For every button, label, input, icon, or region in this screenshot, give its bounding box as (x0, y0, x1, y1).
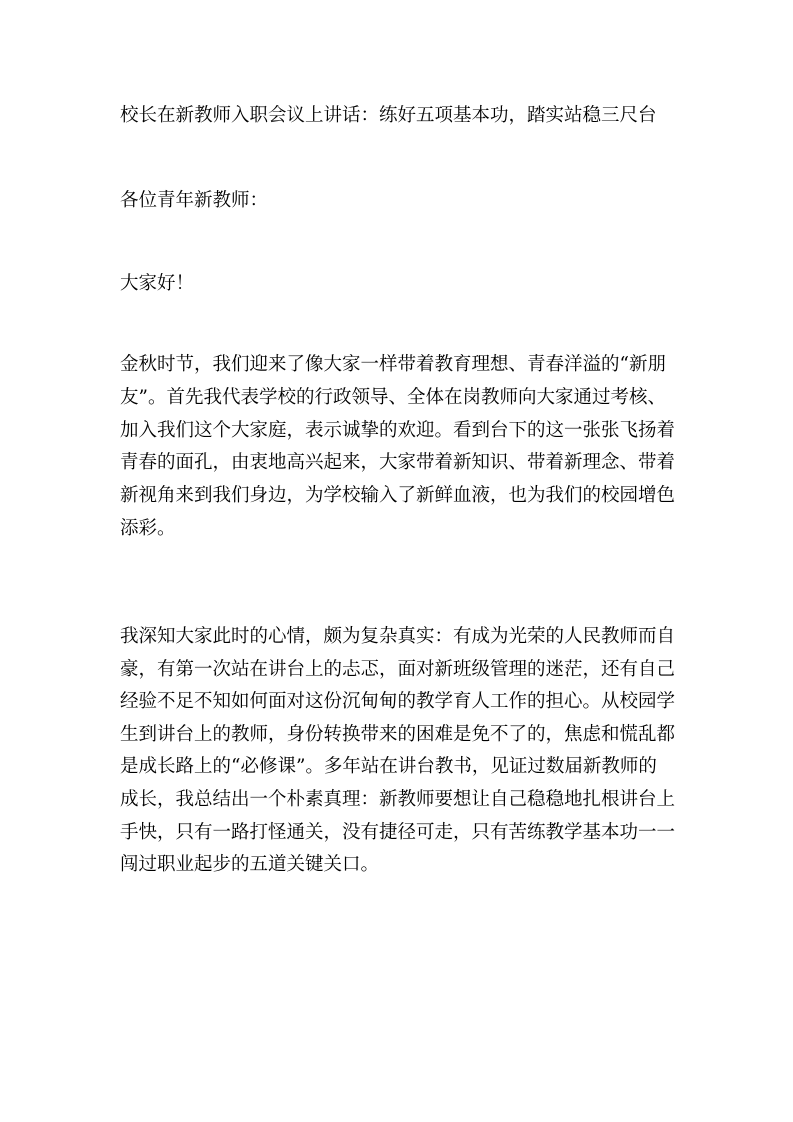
paragraph-line: 闯过职业起步的五道关键关口。 (120, 854, 380, 876)
paragraph-line: 豪，有第一次站在讲台上的忐忑，面对新班级管理的迷茫，还有自己 (120, 658, 676, 680)
greeting: 大家好！ (120, 273, 195, 294)
paragraph-line: 添彩。 (120, 517, 176, 539)
paragraph-line: 友”。首先我代表学校的行政领导、全体在岗教师向大家通过考核、 (120, 386, 666, 408)
paragraph-line: 手快，只有一路打怪通关，没有捷径可走，只有苦练教学基本功一一 (120, 821, 676, 843)
paragraph-line: 成长，我总结出一个朴素真理：新教师要想让自己稳稳地扎根讲台上 (120, 788, 676, 810)
salutation: 各位青年新教师： (120, 190, 269, 211)
paragraph-line: 我深知大家此时的心情，颇为复杂真实：有成为光荣的人民教师而自 (120, 626, 676, 647)
paragraph-line: 金秋时节，我们迎来了像大家一样带着教育理想、青春洋溢的“新朋 (120, 354, 666, 375)
paragraph-line: 经验不足不知如何面对这份沉甸甸的教学育人工作的担心。从校园学 (120, 691, 676, 713)
paragraph-line: 新视角来到我们身边，为学校输入了新鲜血液，也为我们的校园增色 (120, 485, 676, 507)
paragraph-welcome (120, 349, 680, 546)
paragraph-line: 加入我们这个大家庭，表示诚挚的欢迎。看到台下的这一张张飞扬着 (120, 419, 676, 441)
speech-title: 校长在新教师入职会议上讲话：练好五项基本功，踏实站稳三尺台 (120, 105, 657, 126)
paragraph-line: 生到讲台上的教师，身份转换带来的困难是免不了的，焦虑和慌乱都 (120, 723, 676, 745)
paragraph-line: 青春的面孔，由衷地高兴起来，大家带着新知识、带着新理念、带着 (120, 452, 676, 474)
paragraph-feelings (120, 621, 680, 882)
paragraph-line: 是成长路上的“必修课”。多年站在讲台教书，见证过数届新教师的 (120, 756, 657, 778)
